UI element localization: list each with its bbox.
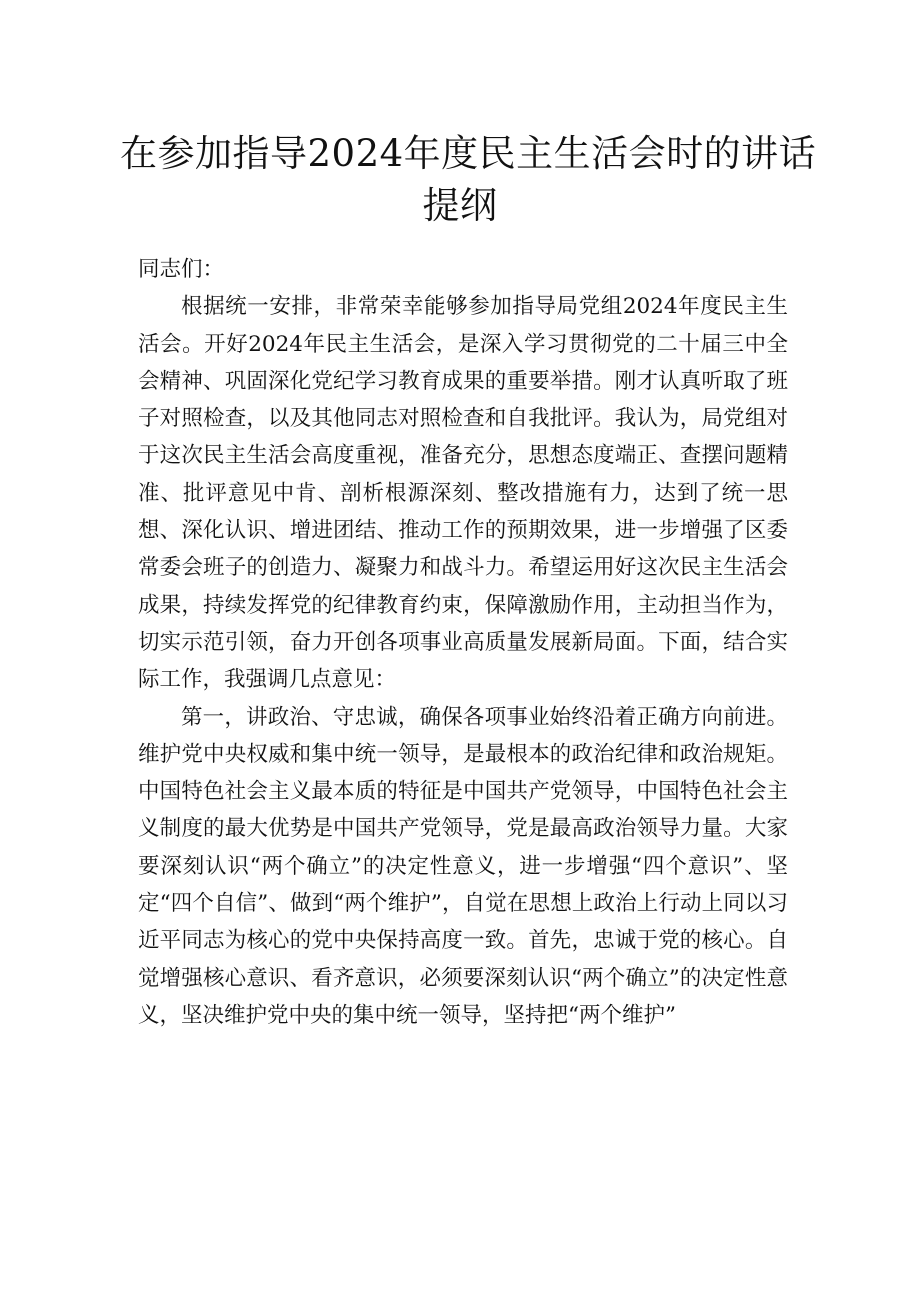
paragraph-intro: 根据统一安排，非常荣幸能够参加指导局党组2024年度民主生活会。开好2024年民主生活会，是深入学习贯彻党的二十届三中全会精神、巩固深化党纪学习教育成果的重要举措。刚才认真听取了班子对照检查，以及其他同志对照检查和自我批评。我认为，局党组对于这次民主生活会高度重视，准备充分，思想态度端正、查摆问题精准、批评意见中肯、剖析根源深刻、整改措施有力，达到了统一思想、深化认识、增进团结、推动工作的预期效果，进一步增强了区委常委会班子的创造力、凝聚力和战斗力。希望运用好这次民主生活会成果，持续发挥党的纪律教育约束，保障激励作用，主动担当作为，切实示范引领，奋力开创各项事业高质量发展新局面。下面，结合实际工作，我强调几点意见： bbox=[138, 294, 788, 693]
salutation: 同志们： bbox=[138, 257, 225, 282]
document-title bbox=[120, 128, 817, 232]
title-line-1: 在参加指导2024年度民主生活会时的讲话 bbox=[120, 132, 817, 175]
document-body bbox=[138, 251, 788, 1034]
title-line-2: 提纲 bbox=[422, 184, 498, 227]
paragraph-point-one: 第一，讲政治、守忠诚，确保各项事业始终沿着正确方向前进。维护党中央权威和集中统一领导，是最根本的政治纪律和政治规矩。中国特色社会主义最本质的特征是中国共产党领导，中国特色社会主义制度的最大优势是中国共产党领导，党是最高政治领导力量。大家要深刻认识“两个确立”的决定性意义，进一步增强“四个意识”、坚定“四个自信”、做到“两个维护”，自觉在思想上政治上行动上同以习近平同志为核心的党中央保持高度一致。首先，忠诚于党的核心。自觉增强核心意识、看齐意识，必须要深刻认识“两个确立”的决定性意义，坚决维护党中央的集中统一领导，坚持把“两个维护” bbox=[138, 704, 788, 1028]
